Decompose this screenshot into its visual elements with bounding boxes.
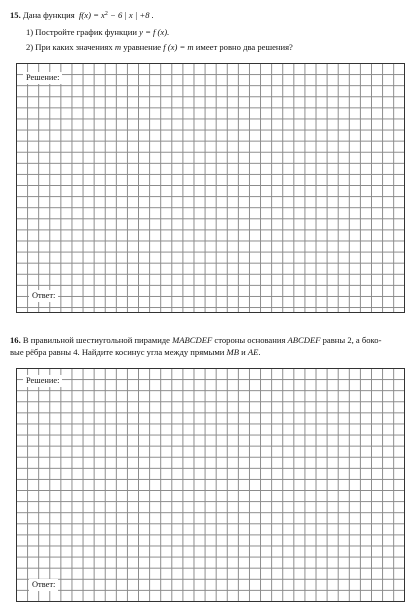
task16-solution-grid[interactable] <box>16 368 405 602</box>
task15-solution-grid[interactable] <box>16 63 405 313</box>
task16-statement-line1 <box>10 335 381 346</box>
task16-text2-e: . <box>258 347 261 357</box>
task15-item2-suffix: имеет ровно два решения? <box>193 42 293 52</box>
task16-base-name: ABCDEF <box>287 335 321 345</box>
task16-line-mb: MB <box>226 347 239 357</box>
task16-solution-label: Решение: <box>23 375 62 387</box>
task15-formula-left: f(x) = x <box>79 10 105 20</box>
task15-solution-label: Решение: <box>23 72 62 84</box>
task16-text-e: равны 2, а боко- <box>320 335 382 345</box>
task16-text2-c: и <box>238 347 248 357</box>
task15-item1 <box>26 27 169 38</box>
task16-statement-line2 <box>10 347 261 358</box>
task15-formula-right: − 6 | x | +8 . <box>107 10 154 20</box>
task16-text-a: В правильной шестиугольной пирамиде <box>20 335 173 345</box>
task16-pyramid-name: MABCDEF <box>172 335 213 345</box>
task15-item2-mid: уравнение <box>121 42 164 52</box>
task15-item2-text: 2) При каких значениях <box>26 42 115 52</box>
task15-item1-formula: y = f (x). <box>139 27 170 37</box>
task15-answer-label: Ответ: <box>29 290 58 302</box>
task16-text-c: стороны основания <box>212 335 288 345</box>
task16-text2-a: вые рёбра равны 4. Найдите косинус угла между прямыми <box>10 347 227 357</box>
task16-line-ae: AE <box>247 347 259 357</box>
task15-number: 15. <box>10 10 21 20</box>
task15-item2-var: m <box>114 42 122 52</box>
task15-item2-formula: f (x) = m <box>163 42 194 52</box>
task16-number: 16. <box>10 335 21 345</box>
task15-item2 <box>26 42 293 53</box>
task15-intro: Дана функция <box>22 10 75 20</box>
task15-formula-exp: 2 <box>104 11 108 17</box>
task16-answer-label: Ответ: <box>29 579 58 591</box>
task15-item1-text: 1) Постройте график функции <box>26 27 140 37</box>
task15-statement <box>10 10 154 21</box>
